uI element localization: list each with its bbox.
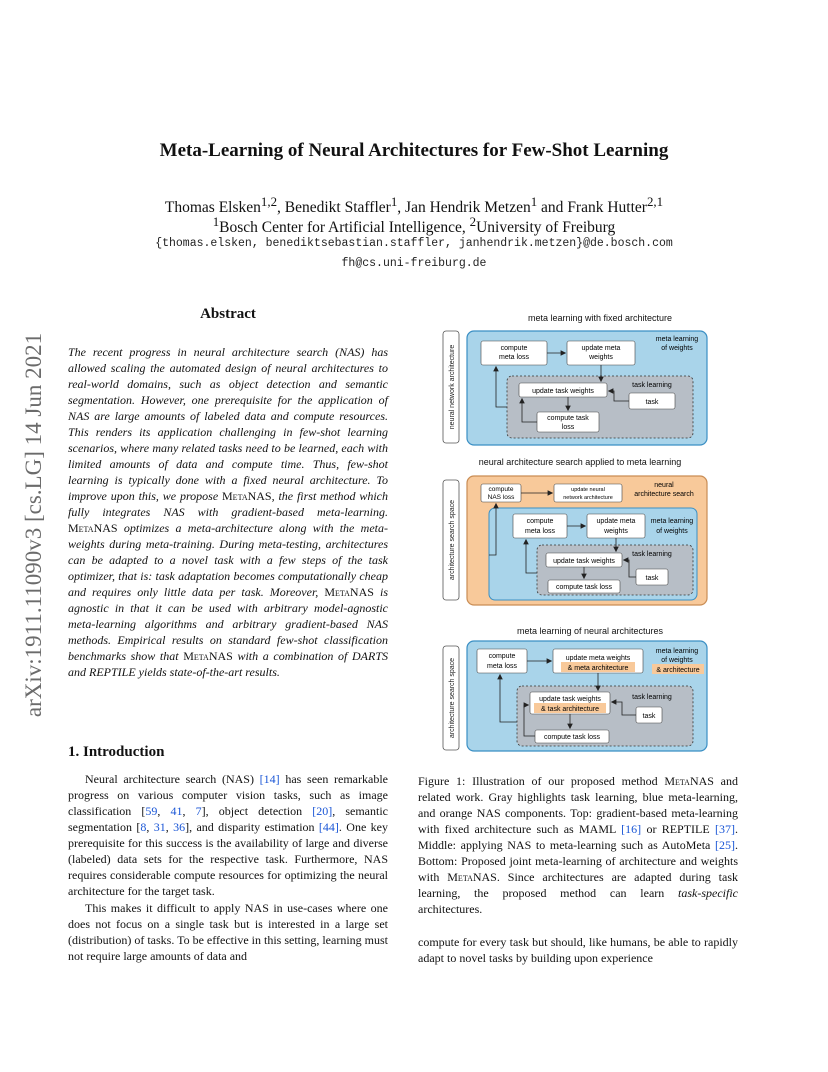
svg-text:architecture search: architecture search [634, 491, 694, 498]
email-line: fh@cs.uni-freiburg.de [341, 257, 487, 270]
svg-text:update neural: update neural [571, 487, 605, 493]
email-line: {thomas.elsken, benediktsebastian.staffler, janhendrik.metzen}@de.bosch.com [155, 237, 673, 250]
figure-1-diagram [440, 305, 720, 760]
svg-text:task: task [642, 713, 656, 720]
svg-text:update task weights: update task weights [553, 558, 615, 565]
svg-text:compute task loss: compute task loss [543, 734, 601, 741]
paragraph: Neural architecture search (NAS) [14] has seen remarkable progress on various computer vision tasks, such as image classification [59, 41, 7], object detection [20], semantic segmentation [8, 31, 36], and disparity estimation [44]. One key prerequisite for this success is the availability of large and diverse (labeled) data sets for the respective task. Furthermore, NAS requires considerable compute resources for optimizing the neural architecture for the target task. [68, 772, 389, 898]
citation-link[interactable]: 7 [195, 804, 202, 818]
figure-panel-bottom [443, 626, 707, 751]
svg-text:meta learning: meta learning [655, 336, 699, 343]
svg-text:meta learning: meta learning [650, 518, 694, 525]
citation-link[interactable]: [44] [318, 820, 339, 834]
author-list: Thomas Elsken$^{1,2}$, Benedikt Staffler$^1$, Jan Hendrik Metzen$^1$ and Frank Hutter$^{2,1}$ [164, 194, 664, 217]
svg-text:task learning: task learning [632, 382, 672, 389]
citation-link[interactable]: [16] [621, 822, 642, 836]
svg-text:update task weights: update task weights [539, 696, 601, 703]
citation-link[interactable]: [37] [715, 822, 735, 836]
svg-text:compute: compute [488, 653, 516, 660]
affiliation: Bosch Center for Artificial Intelligence [219, 219, 462, 237]
panel-title: neural architecture search applied to meta learning [478, 457, 682, 467]
svg-text:of weights: of weights [656, 528, 688, 535]
svg-text:& task architecture: & task architecture [541, 706, 599, 713]
svg-text:compute: compute [488, 486, 514, 493]
abstract-text: The recent progress in neural architecture search (NAS) has allowed scaling the automated design of neural architectures to real-world domains, such as object detection and semantic segmentation. However, one prerequisite for the application of NAS are large amounts of labeled data and compute resources. This renders its application challenging in few-shot learning scenarios, where many related tasks need to be learned, each with limited amounts of data and compute time. Thus, few-shot learning is typically done with a fixed neural architecture. To improve upon this, we propose MetaNAS, the first method which fully integrates NAS with gradient-based meta-learning. MetaNAS optimizes a meta-architecture along with the meta-weights during meta-training. During meta-testing, architectures can be adapted to a novel task with a few steps of the task optimizer, that is: task adaptation becomes computationally cheap and requires only little data per task. Moreover, MetaNAS is agnostic in that it can be used with arbitrary model-agnostic meta-learning algorithms and arbitrary gradient-based NAS methods. Empirical results on standard few-shot classification benchmarks show that MetaNAS with a combination of DARTS and REPTILE yields state-of-the-art results. [68, 345, 389, 679]
svg-text:& architecture: & architecture [656, 667, 700, 674]
panel-title: meta learning of neural architectures [516, 626, 664, 636]
introduction-text [68, 771, 388, 964]
section-heading: 1. Introduction [68, 744, 165, 760]
svg-text:compute task loss: compute task loss [555, 584, 613, 591]
paper-title: Meta-Learning of Neural Architectures for Few-Shot Learning [159, 140, 669, 161]
svg-text:update task weights: update task weights [532, 388, 594, 395]
svg-text:update meta: update meta [581, 345, 621, 352]
author-affiliation-mark: 1 [390, 194, 398, 209]
svg-text:update meta: update meta [596, 518, 636, 525]
svg-text:meta learning: meta learning [655, 648, 699, 655]
figure-caption: Figure 1: Illustration of our proposed method MetaNAS and related work. Gray highlights task learning, blue meta-learning, and orange NAS components. Top: gradient-based meta-learning with fixed architecture such as MAML [16] or REPTILE [37]. Middle: applying NAS to meta-learning such as AutoMeta [25]. Bottom: Proposed joint meta-learning of architecture and weights with MetaNAS. Since architectures are adapted during task learning, the proposed method can learn task-specific architectures. [418, 774, 738, 916]
affiliation: University of Freiburg [476, 219, 616, 237]
citation-link[interactable]: [25] [715, 838, 735, 852]
panel-title: meta learning with fixed architecture [527, 313, 673, 323]
svg-text:weights: weights [589, 354, 613, 361]
svg-text:neural: neural [654, 482, 674, 489]
figure-panel-middle [443, 457, 707, 605]
svg-text:meta loss: meta loss [525, 528, 555, 535]
svg-text:of weights: of weights [661, 657, 693, 664]
svg-text:meta loss: meta loss [499, 354, 529, 361]
svg-text:& meta architecture: & meta architecture [567, 665, 629, 672]
side-label: architecture search space [449, 657, 456, 739]
author-name: Thomas Elsken [164, 199, 261, 217]
svg-text:loss: loss [561, 424, 575, 431]
svg-text:task: task [645, 399, 659, 406]
citation-link[interactable]: [20] [312, 804, 333, 818]
affiliations: $^1$Bosch Center for Artificial Intelligence, $^2$University of Freiburg [212, 214, 616, 237]
citation-link[interactable]: 31 [153, 820, 166, 834]
svg-text:NAS loss: NAS loss [487, 494, 515, 501]
paragraph: This makes it difficult to apply NAS in use-cases where one does not focus on a single task but is interested in a large set (distribution) of tasks. To be effective in this setting, learning must not require large amounts of data and [68, 901, 388, 963]
author-affiliation-mark: 1,2 [260, 194, 278, 209]
citation-link[interactable]: 59 [145, 804, 158, 818]
svg-text:network architecture: network architecture [563, 495, 613, 501]
citation-link[interactable]: 41 [170, 804, 183, 818]
svg-text:update meta weights: update meta weights [565, 655, 631, 662]
side-label: architecture search space [449, 499, 456, 581]
citation-link[interactable]: 36 [173, 820, 186, 834]
author-name: Frank Hutter [567, 199, 647, 217]
svg-text:task: task [645, 575, 659, 582]
svg-text:weights: weights [604, 528, 628, 535]
author-name: Jan Hendrik Metzen [405, 199, 531, 217]
svg-text:task learning: task learning [632, 551, 672, 558]
citation-link[interactable]: 8 [140, 820, 147, 834]
svg-text:compute: compute [526, 518, 554, 525]
svg-text:task learning: task learning [632, 694, 672, 701]
body-text: compute for every task but should, like humans, be able to rapidly adapt to novel tasks by building upon experience [418, 935, 738, 965]
citation-link[interactable]: [14] [259, 772, 280, 786]
figure-panel-top [443, 313, 707, 445]
author-name: Benedikt Staffler [284, 199, 391, 217]
abstract-heading: Abstract [200, 306, 256, 322]
svg-text:compute task: compute task [547, 415, 589, 422]
author-affiliation-mark: 1 [530, 194, 538, 209]
svg-text:compute: compute [500, 345, 528, 352]
author-affiliation-mark: 2,1 [646, 194, 664, 209]
side-label: neural network architecture [449, 344, 456, 430]
arxiv-id: arXiv:1911.11090v3 [cs.LG] 14 Jun 2021 [21, 332, 46, 718]
svg-text:of weights: of weights [661, 345, 693, 352]
svg-text:meta loss: meta loss [487, 663, 517, 670]
arxiv-stamp [14, 290, 54, 760]
